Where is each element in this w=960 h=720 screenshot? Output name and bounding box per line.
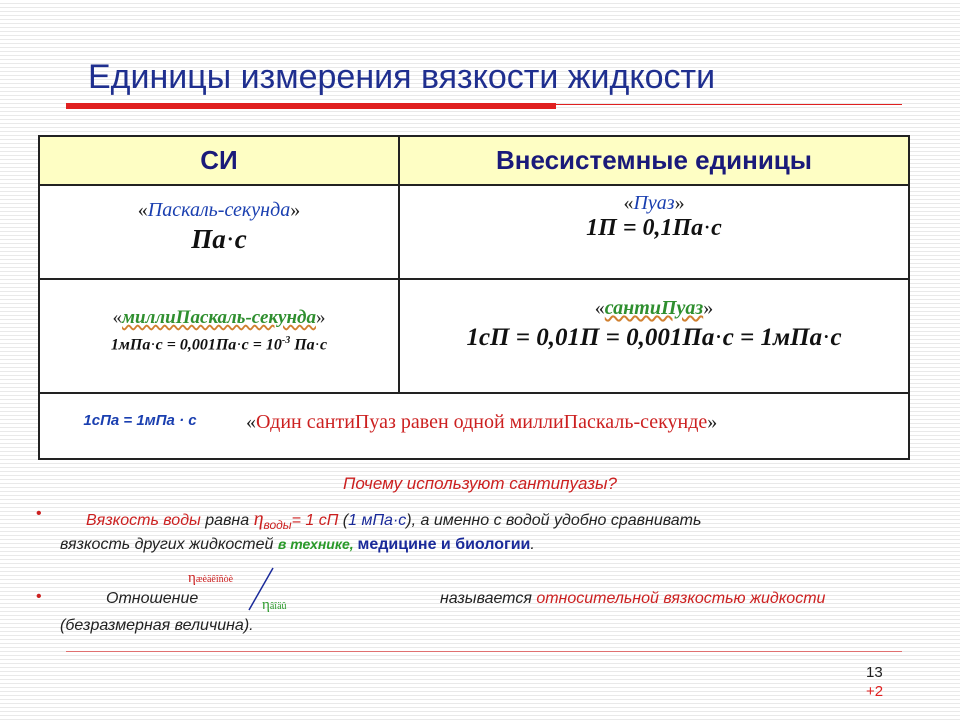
eta-subscript: воды xyxy=(263,518,292,533)
formula-part: Па xyxy=(290,336,315,354)
unit-name-millipascal-second: миллиПаскаль-секунда xyxy=(122,307,316,328)
quote-open: « xyxy=(137,199,148,221)
formula-part: с = 10 xyxy=(241,336,282,354)
formula-poise xyxy=(400,215,908,242)
eta-symbol: η xyxy=(188,570,196,586)
formula-part: с xyxy=(234,224,247,254)
quote-close: » xyxy=(290,199,301,221)
table-divider xyxy=(40,278,908,280)
text-part: вязкость других жидкостей xyxy=(60,536,278,553)
formula-part: 1П = 0,1Па xyxy=(586,215,704,241)
text-part: . xyxy=(530,536,535,553)
formula-dot: · xyxy=(236,336,242,354)
table-divider xyxy=(40,392,908,394)
fraction-numerator xyxy=(188,570,233,587)
table-divider xyxy=(40,184,908,186)
question-heading: Почему используют сантипуазы? xyxy=(343,474,617,493)
eta-subscript: æèäêîñòè xyxy=(195,574,234,585)
formula-part: с = 0,001Па xyxy=(155,336,237,354)
formula-part: Па xyxy=(191,224,226,254)
formula-centipoise xyxy=(400,324,908,352)
bullet-icon: • xyxy=(36,588,42,605)
centipoise-statement xyxy=(246,411,886,434)
eta-symbol: η xyxy=(262,597,270,613)
text-part: = 1 сП xyxy=(291,512,339,529)
eta-symbol: η xyxy=(253,508,264,530)
si-unit-row2 xyxy=(40,307,398,354)
unit-name-pascal-second: Паскаль-секунда xyxy=(147,199,291,221)
formula-dot: · xyxy=(822,324,831,351)
formula-dot: · xyxy=(150,336,156,354)
quote-close: » xyxy=(674,192,685,214)
text-part: относительной вязкостью жидкости xyxy=(536,590,826,607)
formula-part: 1мПа xyxy=(110,336,151,354)
other-unit-row1 xyxy=(400,192,908,242)
table-header-row xyxy=(40,137,908,184)
formula-part: с = 1мПа xyxy=(722,324,823,351)
other-unit-row2 xyxy=(400,297,908,352)
statement-text: Один сантиПуаз равен одной миллиПаскаль-секунде xyxy=(256,411,708,433)
centipoise-equivalence: 1сПа = 1мПа · с xyxy=(83,412,197,429)
formula-dot: · xyxy=(225,224,235,254)
text-part: Вязкость воды xyxy=(86,512,206,529)
quote-open: « xyxy=(112,307,123,328)
quote-open: « xyxy=(246,411,256,433)
formula-millipascal-second xyxy=(40,335,398,354)
formula-dot: · xyxy=(314,336,320,354)
header-si: СИ xyxy=(200,145,238,175)
table-column-divider xyxy=(398,137,400,394)
formula-part: с xyxy=(319,336,328,354)
formula-part: 1сП = 0,01П = 0,001Па xyxy=(466,324,715,351)
text-part: называется xyxy=(440,590,537,607)
bullet2-line2: (безразмерная величина). xyxy=(60,617,254,634)
title-underline-thick xyxy=(66,103,556,109)
footer-divider xyxy=(66,651,902,652)
unit-name-poise: Пуаз xyxy=(633,192,675,214)
unit-name-centipoise: сантиПуаз xyxy=(604,297,704,319)
page-sub-number: +2 xyxy=(866,683,884,700)
text-part: в технике, xyxy=(277,536,358,552)
text-part: ( xyxy=(338,512,349,529)
text-part: 1 мПа·с xyxy=(348,512,407,529)
fraction-denominator xyxy=(262,597,287,614)
header-other-units: Внесистемные единицы xyxy=(496,145,812,175)
quote-close: » xyxy=(703,297,714,319)
bullet2-text-start: Отношение xyxy=(106,590,199,607)
bullet1-line1 xyxy=(86,508,701,532)
quote-open: « xyxy=(594,297,605,319)
si-unit-row1 xyxy=(40,199,398,255)
bullet1-line2 xyxy=(60,536,535,554)
formula-exponent: -3 xyxy=(281,335,291,346)
bullet-icon: • xyxy=(36,505,42,522)
quote-close: » xyxy=(707,411,718,433)
text-part: равна xyxy=(205,512,254,529)
formula-pascal-second xyxy=(40,224,398,255)
formula-part: с xyxy=(830,324,842,351)
title-underline-thin xyxy=(556,104,902,105)
eta-subscript: âîäû xyxy=(269,601,287,612)
slide-title: Единицы измерения вязкости жидкости xyxy=(88,58,716,96)
formula-dot: · xyxy=(703,215,712,241)
bullet2-text-end xyxy=(440,590,825,608)
quote-open: « xyxy=(623,192,634,214)
formula-dot: · xyxy=(714,324,723,351)
quote-close: » xyxy=(315,307,326,328)
text-part: ), а именно с водой удобно сравнивать xyxy=(406,512,702,529)
page-number: 13 xyxy=(866,664,883,681)
formula-part: с xyxy=(711,215,722,241)
text-part: медицине и биологии xyxy=(357,536,531,553)
